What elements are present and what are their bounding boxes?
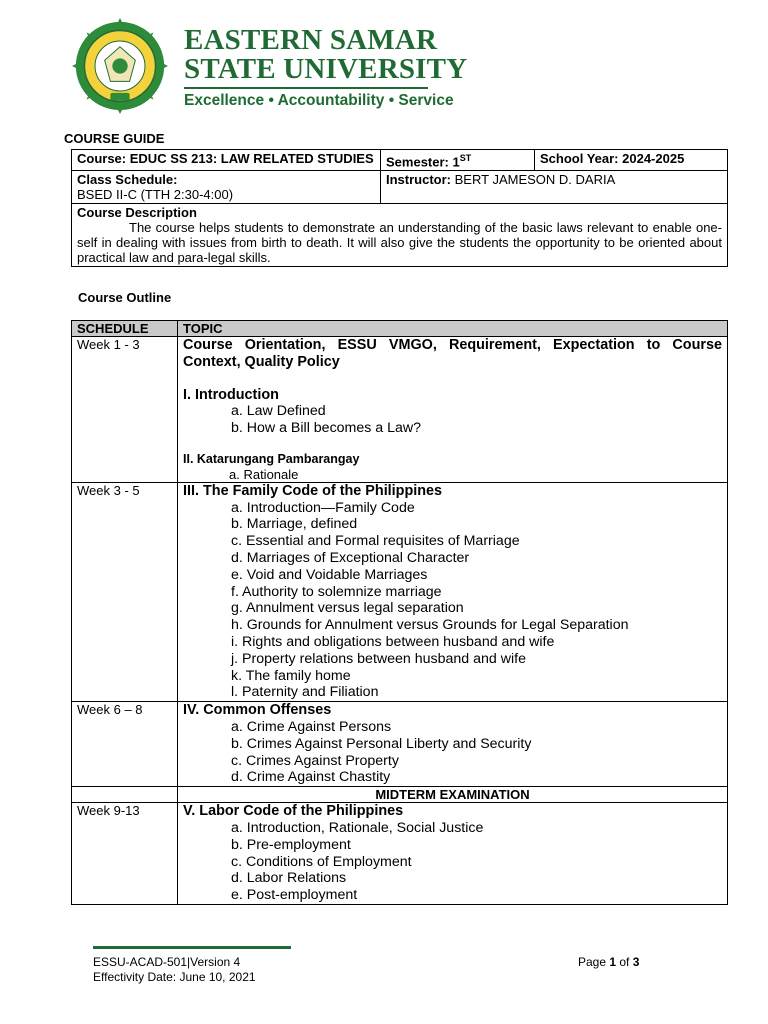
school-year-cell — [535, 150, 728, 171]
instructor-cell — [381, 171, 728, 204]
topic-item: k. The family home — [231, 667, 351, 684]
class-schedule-label: Class Schedule: — [77, 172, 178, 188]
topic-heading: Course Orientation, ESSU VMGO, Requirement, Expectation to Course Context, Quality Policy — [183, 337, 722, 370]
topic-item: c. Essential and Formal requisites of Marriage — [231, 533, 520, 550]
school-year: School Year: 2024-2025 — [540, 151, 685, 166]
topic-item: a. Law Defined — [231, 403, 326, 420]
topic-item: b. Marriage, defined — [231, 516, 358, 533]
semester-suffix: ST — [459, 153, 472, 163]
table-row — [72, 787, 728, 803]
university-name-line1: EASTERN SAMAR — [184, 24, 438, 56]
page-prefix: Page — [578, 955, 610, 969]
instructor-label: Instructor: — [386, 172, 451, 188]
university-name-line2: STATE UNIVERSITY — [184, 53, 468, 85]
university-motto: Excellence • Accountability • Service — [184, 92, 454, 109]
course-label: Course: — [77, 151, 127, 166]
topic-heading: II. Katarungang Pambarangay — [183, 451, 360, 466]
university-seal-logo — [72, 18, 168, 114]
topic-item: l. Paternity and Filiation — [231, 684, 379, 701]
topic-item: b. Crimes Against Personal Liberty and Security — [231, 735, 532, 752]
topic-item: a. Crime Against Persons — [231, 718, 392, 735]
topic-item: j. Property relations between husband and wife — [231, 650, 526, 667]
topic-cell — [178, 702, 728, 787]
university-name-block — [184, 26, 467, 110]
topic-item: g. Annulment versus legal separation — [231, 600, 464, 617]
footer-divider — [93, 946, 291, 949]
topic-cell — [178, 337, 728, 483]
class-schedule-cell — [72, 171, 381, 204]
schedule-cell: Week 1 - 3 — [72, 337, 178, 483]
course-cell — [72, 150, 381, 171]
semester-label: Semester: 1 — [386, 154, 460, 170]
topic-item: a. Introduction, Rationale, Social Justice — [231, 819, 484, 836]
table-row — [72, 337, 728, 483]
document-code: ESSU-ACAD-501|Version 4 — [93, 955, 241, 969]
class-schedule-value: BSED II-C (TTH 2:30-4:00) — [77, 187, 234, 203]
topic-heading: V. Labor Code of the Philippines — [183, 803, 404, 820]
schedule-cell — [72, 787, 178, 803]
topic-item: a. Rationale — [229, 466, 299, 482]
topic-heading: III. The Family Code of the Philippines — [183, 482, 443, 499]
course-description-cell — [72, 204, 728, 267]
schedule-column-header: SCHEDULE — [72, 321, 178, 337]
instructor-name: BERT JAMESON D. DARIA — [454, 172, 616, 188]
page-total: 3 — [632, 955, 640, 969]
topic-item: h. Grounds for Annulment versus Grounds for Legal Separation — [231, 617, 629, 634]
header-divider — [184, 87, 428, 89]
topic-heading: I. Introduction — [183, 386, 279, 403]
course-description-text: The course helps students to demonstrate an understanding of the basic laws relevant to enable one-self in dealing with issues from birth to death. It will also give the students the opportunity to be oriented about practical law and para-legal skills. — [77, 220, 722, 266]
topic-column-header: TOPIC — [178, 321, 728, 337]
midterm-examination-label: MIDTERM EXAMINATION — [178, 787, 728, 803]
page-current: 1 — [609, 955, 617, 969]
course-info-table — [71, 149, 728, 267]
course-outline-title: Course Outline — [78, 290, 172, 305]
course-description-label: Course Description — [77, 205, 197, 221]
topic-item: f. Authority to solemnize marriage — [231, 583, 442, 600]
table-row — [72, 482, 728, 701]
topic-item: e. Void and Voidable Marriages — [231, 566, 428, 583]
page-of: of — [616, 955, 633, 969]
topic-item: d. Marriages of Exceptional Character — [231, 549, 470, 566]
topic-item: c. Conditions of Employment — [231, 853, 412, 870]
topic-item: e. Post-employment — [231, 887, 358, 904]
page-number — [578, 955, 639, 970]
schedule-cell: Week 9-13 — [72, 803, 178, 905]
effectivity-date: Effectivity Date: June 10, 2021 — [93, 970, 256, 984]
semester-cell — [381, 150, 535, 171]
topic-item: a. Introduction—Family Code — [231, 499, 415, 516]
topic-cell — [178, 803, 728, 905]
letterhead — [72, 14, 468, 114]
topic-item: c. Crimes Against Property — [231, 752, 399, 769]
course-value: EDUC SS 213: LAW RELATED STUDIES — [129, 151, 374, 166]
topic-cell — [178, 482, 728, 701]
topic-item: d. Labor Relations — [231, 870, 347, 887]
table-row — [72, 803, 728, 905]
document-title: COURSE GUIDE — [64, 131, 165, 146]
topic-heading: IV. Common Offenses — [183, 702, 332, 719]
course-outline-table — [71, 320, 728, 905]
outline-header-row — [72, 321, 728, 337]
topic-item: i. Rights and obligations between husband and wife — [231, 633, 555, 650]
topic-item: b. How a Bill becomes a Law? — [231, 420, 422, 437]
schedule-cell: Week 6 – 8 — [72, 702, 178, 787]
topic-item: d. Crime Against Chastity — [231, 769, 391, 786]
schedule-cell: Week 3 - 5 — [72, 482, 178, 701]
topic-item: b. Pre-employment — [231, 836, 351, 853]
footer-document-info — [93, 955, 256, 985]
table-row — [72, 702, 728, 787]
